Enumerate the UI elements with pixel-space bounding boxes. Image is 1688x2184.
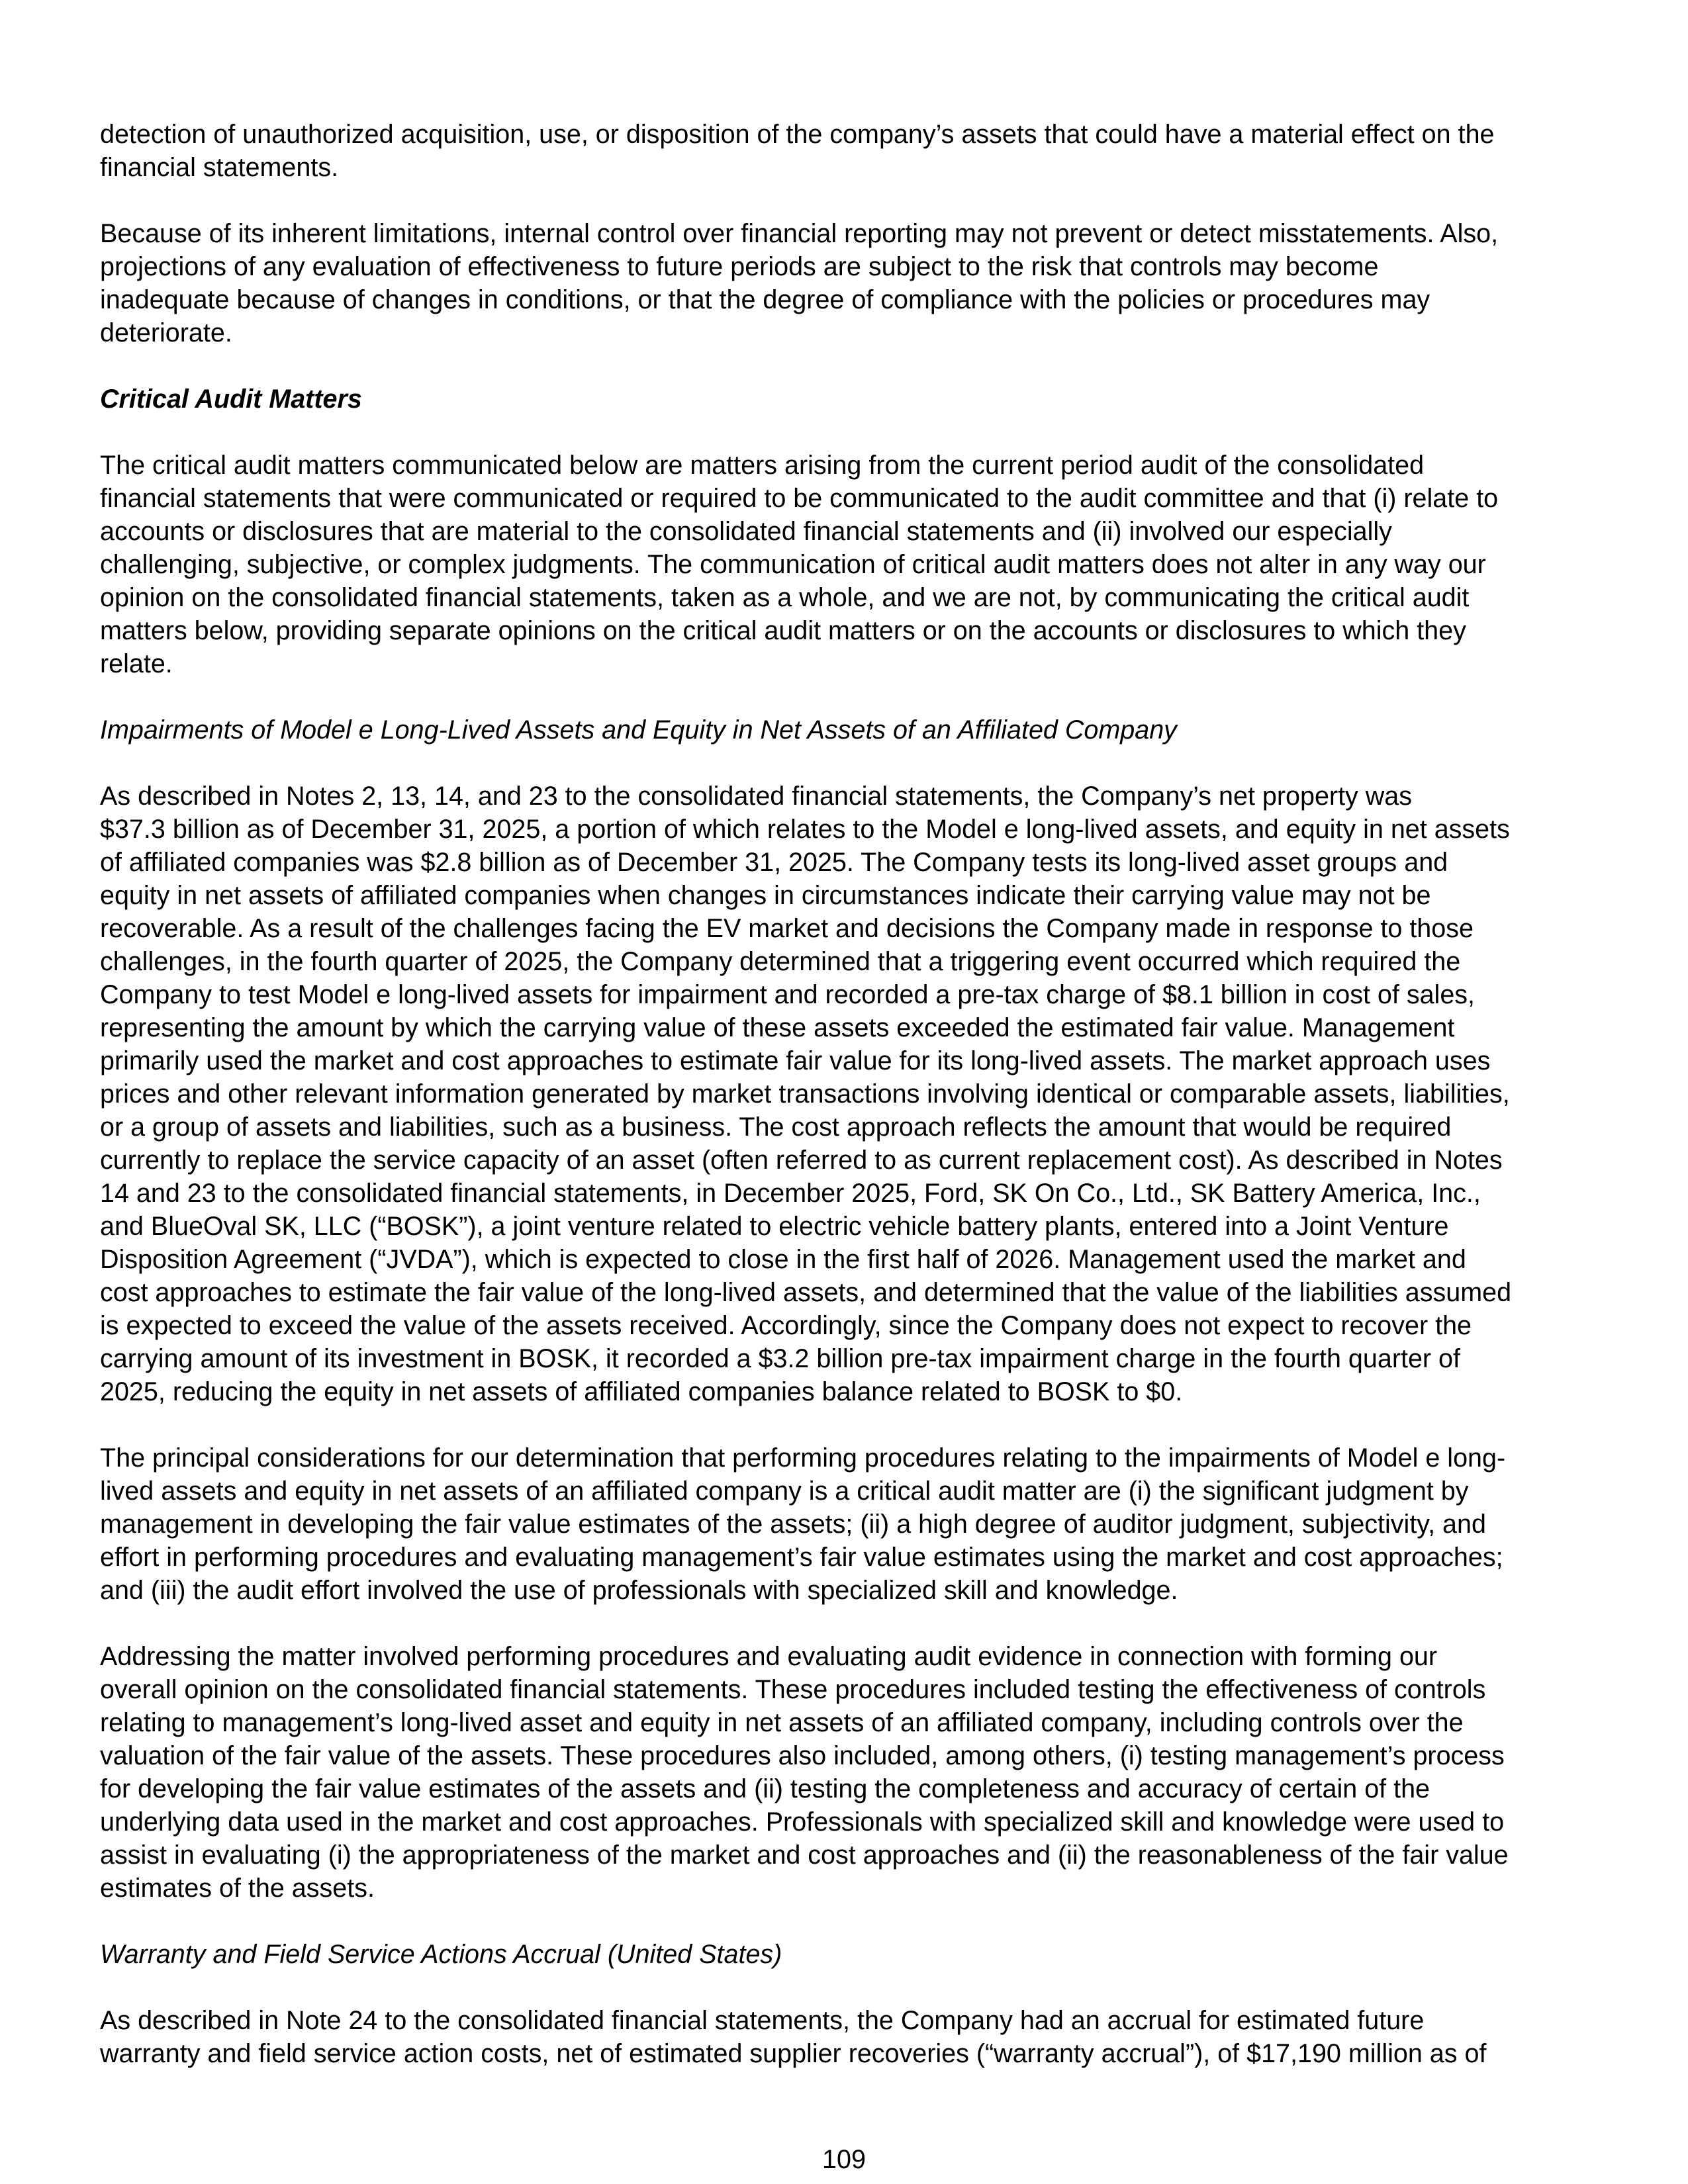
text-line: deteriorate.	[100, 318, 232, 347]
text-line: challenging, subjective, or complex judgments. The communication of critical audit matters does not alter in any way our	[100, 550, 1486, 579]
paragraph-gap	[100, 747, 1589, 780]
text-line: financial statements.	[100, 153, 339, 182]
paragraph-gap	[100, 1607, 1589, 1640]
heading-text: Warranty and Field Service Actions Accrual (United States)	[100, 1940, 782, 1969]
text-line: or a group of assets and liabilities, such as a business. The cost approach reflects the amount that would be required	[100, 1113, 1452, 1142]
text-line: valuation of the fair value of the assets. These procedures also included, among others, (i) testing management’s process	[100, 1741, 1505, 1770]
text-line: The critical audit matters communicated below are matters arising from the current period audit of the consolidated	[100, 451, 1425, 480]
paragraph-gap	[100, 416, 1589, 449]
text-line: for developing the fair value estimates of the assets and (ii) testing the completeness and accuracy of certain of the	[100, 1774, 1430, 1803]
paragraph-impairments-considerations	[100, 1441, 1589, 1607]
text-line: representing the amount by which the carrying value of these assets exceeded the estimated fair value. Management	[100, 1013, 1455, 1042]
paragraph-gap	[100, 1408, 1589, 1441]
text-line: matters below, providing separate opinions on the critical audit matters or on the accounts or disclosures to which they	[100, 616, 1466, 645]
paragraph-gap	[100, 184, 1589, 217]
document-body	[100, 118, 1589, 2070]
text-line: assist in evaluating (i) the appropriateness of the market and cost approaches and (ii) the reasonableness of the fair value	[100, 1841, 1509, 1870]
heading-warranty	[100, 1938, 1589, 1971]
heading-impairments	[100, 713, 1589, 747]
paragraph-limitations	[100, 217, 1589, 349]
text-line: carrying amount of its investment in BOSK, it recorded a $3.2 billion pre-tax impairment charge in the fourth quarter of	[100, 1344, 1461, 1373]
text-line: equity in net assets of affiliated companies when changes in circumstances indicate their carrying value may not be	[100, 881, 1431, 910]
text-line: As described in Note 24 to the consolidated financial statements, the Company had an accrual for estimated future	[100, 2006, 1425, 2035]
text-line: cost approaches to estimate the fair value of the long-lived assets, and determined that the value of the liabilities assumed	[100, 1278, 1512, 1307]
text-line: currently to replace the service capacity of an asset (often referred to as current replacement cost). As described in Notes	[100, 1146, 1503, 1175]
text-line: Disposition Agreement (“JVDA”), which is expected to close in the first half of 2026. Management used the market and	[100, 1245, 1466, 1274]
text-line: $37.3 billion as of December 31, 2025, a portion of which relates to the Model e long-lived assets, and equity in net assets	[100, 815, 1510, 844]
text-line: prices and other relevant information generated by market transactions involving identical or comparable assets, liabilities,	[100, 1079, 1510, 1109]
text-line: is expected to exceed the value of the assets received. Accordingly, since the Company does not expect to recover the	[100, 1311, 1472, 1340]
text-line: Company to test Model e long-lived assets for impairment and recorded a pre-tax charge of $8.1 billion in cost of sales,	[100, 980, 1476, 1009]
text-line: and (iii) the audit effort involved the use of professionals with specialized skill and knowledge.	[100, 1576, 1178, 1605]
text-line: and BlueOval SK, LLC (“BOSK”), a joint venture related to electric vehicle battery plants, entered into a Joint Venture	[100, 1212, 1449, 1241]
paragraph-impairments-procedures	[100, 1640, 1589, 1905]
paragraph-gap	[100, 1905, 1589, 1938]
heading-critical-audit-matters	[100, 383, 1589, 416]
text-line: 14 and 23 to the consolidated financial statements, in December 2025, Ford, SK On Co., Ltd., SK Battery America, Inc.,	[100, 1179, 1481, 1208]
page-number: 109	[822, 2145, 866, 2174]
text-line: inadequate because of changes in conditions, or that the degree of compliance with the policies or procedures may	[100, 285, 1430, 314]
heading-text: Impairments of Model e Long-Lived Assets and Equity in Net Assets of an Affiliated Company	[100, 715, 1177, 745]
paragraph-warranty-description	[100, 2004, 1589, 2070]
text-line: overall opinion on the consolidated financial statements. These procedures included testing the effectiveness of controls	[100, 1675, 1486, 1704]
paragraph-intro	[100, 118, 1589, 184]
text-line: As described in Notes 2, 13, 14, and 23 to the consolidated financial statements, the Company’s net property was	[100, 782, 1413, 811]
text-line: effort in performing procedures and evaluating management’s fair value estimates using the market and cost approaches;	[100, 1543, 1503, 1572]
text-line: challenges, in the fourth quarter of 2025, the Company determined that a triggering event occurred which required the	[100, 947, 1461, 976]
paragraph-gap	[100, 680, 1589, 713]
text-line: 2025, reducing the equity in net assets of affiliated companies balance related to BOSK to $0.	[100, 1377, 1183, 1406]
text-line: Because of its inherent limitations, internal control over financial reporting may not prevent or detect misstatements. Also,	[100, 219, 1499, 248]
text-line: management in developing the fair value estimates of the assets; (ii) a high degree of auditor judgment, subjectivity, and	[100, 1510, 1486, 1539]
paragraph-gap	[100, 1971, 1589, 2004]
text-line: of affiliated companies was $2.8 billion as of December 31, 2025. The Company tests its long-lived asset groups and	[100, 848, 1448, 877]
text-line: Addressing the matter involved performing procedures and evaluating audit evidence in connection with forming our	[100, 1642, 1438, 1671]
text-line: opinion on the consolidated financial statements, taken as a whole, and we are not, by communicating the critical audit	[100, 583, 1470, 612]
text-line: projections of any evaluation of effectiveness to future periods are subject to the risk that controls may become	[100, 252, 1379, 281]
text-line: lived assets and equity in net assets of an affiliated company is a critical audit matter are (i) the significant judgment by	[100, 1477, 1469, 1506]
text-line: relating to management’s long-lived asset and equity in net assets of an affiliated company, including controls over the	[100, 1708, 1464, 1737]
text-line: The principal considerations for our determination that performing procedures relating to the impairments of Model e long-	[100, 1443, 1506, 1473]
text-line: underlying data used in the market and cost approaches. Professionals with specialized skill and knowledge were used to	[100, 1807, 1505, 1837]
heading-text: Critical Audit Matters	[100, 385, 362, 414]
paragraph-impairments-description	[100, 780, 1589, 1408]
text-line: accounts or disclosures that are material to the consolidated financial statements and (ii) involved our especially	[100, 517, 1392, 546]
text-line: primarily used the market and cost approaches to estimate fair value for its long-lived assets. The market approach uses	[100, 1046, 1491, 1075]
text-line: relate.	[100, 649, 173, 678]
text-line: estimates of the assets.	[100, 1874, 375, 1903]
text-line: detection of unauthorized acquisition, use, or disposition of the company’s assets that could have a material effect on the	[100, 120, 1495, 149]
text-line: financial statements that were communicated or required to be communicated to the audit committee and that (i) relate to	[100, 484, 1499, 513]
paragraph-gap	[100, 349, 1589, 383]
text-line: recoverable. As a result of the challenges facing the EV market and decisions the Company made in response to those	[100, 914, 1474, 943]
paragraph-cam-intro	[100, 449, 1589, 680]
text-line: warranty and field service action costs, net of estimated supplier recoveries (“warranty accrual”), of $17,190 million as of	[100, 2039, 1487, 2068]
